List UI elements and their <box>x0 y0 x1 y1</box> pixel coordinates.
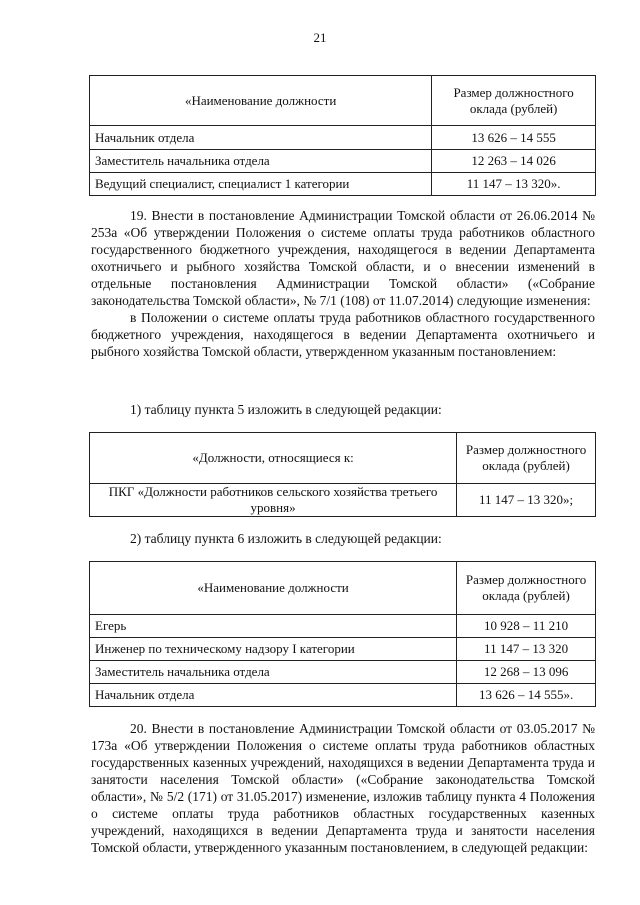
salary-cell: 13 626 – 14 555». <box>457 684 596 707</box>
header-cell: «Должности, относящиеся к: <box>90 433 457 484</box>
header-cell: Размер должностного оклада (рублей) <box>432 76 596 126</box>
table-row <box>90 484 596 517</box>
salary-cell: 11 147 – 13 320». <box>432 173 596 196</box>
salary-cell: 10 928 – 11 210 <box>457 615 596 638</box>
salary-cell: 11 147 – 13 320»; <box>457 484 596 517</box>
table-row <box>90 615 596 638</box>
header-cell: «Наименование должности <box>90 76 432 126</box>
item-1-text: 1) таблицу пункта 5 изложить в следующей редакции: <box>130 402 442 417</box>
header-cell: Размер должностного оклада (рублей) <box>457 562 596 615</box>
table-row <box>90 173 596 196</box>
table-row <box>90 126 596 150</box>
position-cell: Начальник отдела <box>90 126 432 150</box>
header-cell: «Наименование должности <box>90 562 457 615</box>
table-row <box>90 638 596 661</box>
section-19-body: в Положении о системе оплаты труда работников областного государственного бюджетного учреждения, находящегося в ведении Департамента охотничьего и рыбного хозяйства Томской области, утвержденном указанным постановлением: <box>91 310 595 359</box>
section-19-intro: 19. Внести в постановление Администрации Томской области от 26.06.2014 № 253а «Об утверждении Положения о системе оплаты труда работников областного государственного бюджетного учреждения, находящегося в ведении Департамента охотничьего и рыбного хозяйства Томской области, и о внесении изменений в отдельные постановления Администрации Томской области» («Собрание законодательства Томской области», № 7/1 (108) от 11.07.2014) следующие изменения: <box>91 208 595 308</box>
salary-table-1 <box>89 75 596 196</box>
item-2-text: 2) таблицу пункта 6 изложить в следующей редакции: <box>130 531 442 546</box>
position-cell: Начальник отдела <box>90 684 457 707</box>
salary-table-3 <box>89 561 596 707</box>
salary-cell: 12 268 – 13 096 <box>457 661 596 684</box>
header-cell: Размер должностного оклада (рублей) <box>457 433 596 484</box>
section-20-text: 20. Внести в постановление Администрации Томской области от 03.05.2017 № 173а «Об утверждении Положения о системе оплаты труда работников областных государственных казенных учреждений, находящихся в ведении Департамента труда и занятости населения Томской области» («Собрание законодательства Томской области», № 5/2 (171) от 31.05.2017) изменение, изложив таблицу пункта 4 Положения о системе оплаты труда работников областных государственных казенных учреждений, находящихся в ведении Департамента труда и занятости населения Томской области, утвержденного указанным постановлением, в следующей редакции: <box>91 721 595 855</box>
salary-cell: 11 147 – 13 320 <box>457 638 596 661</box>
position-cell: Инженер по техническому надзору I категории <box>90 638 457 661</box>
position-cell: Егерь <box>90 615 457 638</box>
salary-table-2 <box>89 432 596 517</box>
position-cell: Ведущий специалист, специалист 1 категории <box>90 173 432 196</box>
table-header-row <box>90 562 596 615</box>
page-number: 21 <box>313 30 327 45</box>
table-row <box>90 150 596 173</box>
salary-cell: 12 263 – 14 026 <box>432 150 596 173</box>
position-cell: ПКГ «Должности работников сельского хозяйства третьего уровня» <box>90 484 457 517</box>
salary-cell: 13 626 – 14 555 <box>432 126 596 150</box>
section-19 <box>91 207 595 360</box>
table-row <box>90 661 596 684</box>
position-cell: Заместитель начальника отдела <box>90 661 457 684</box>
position-cell: Заместитель начальника отдела <box>90 150 432 173</box>
table-row <box>90 684 596 707</box>
section-20 <box>91 720 595 856</box>
table-header-row <box>90 76 596 126</box>
table-header-row <box>90 433 596 484</box>
